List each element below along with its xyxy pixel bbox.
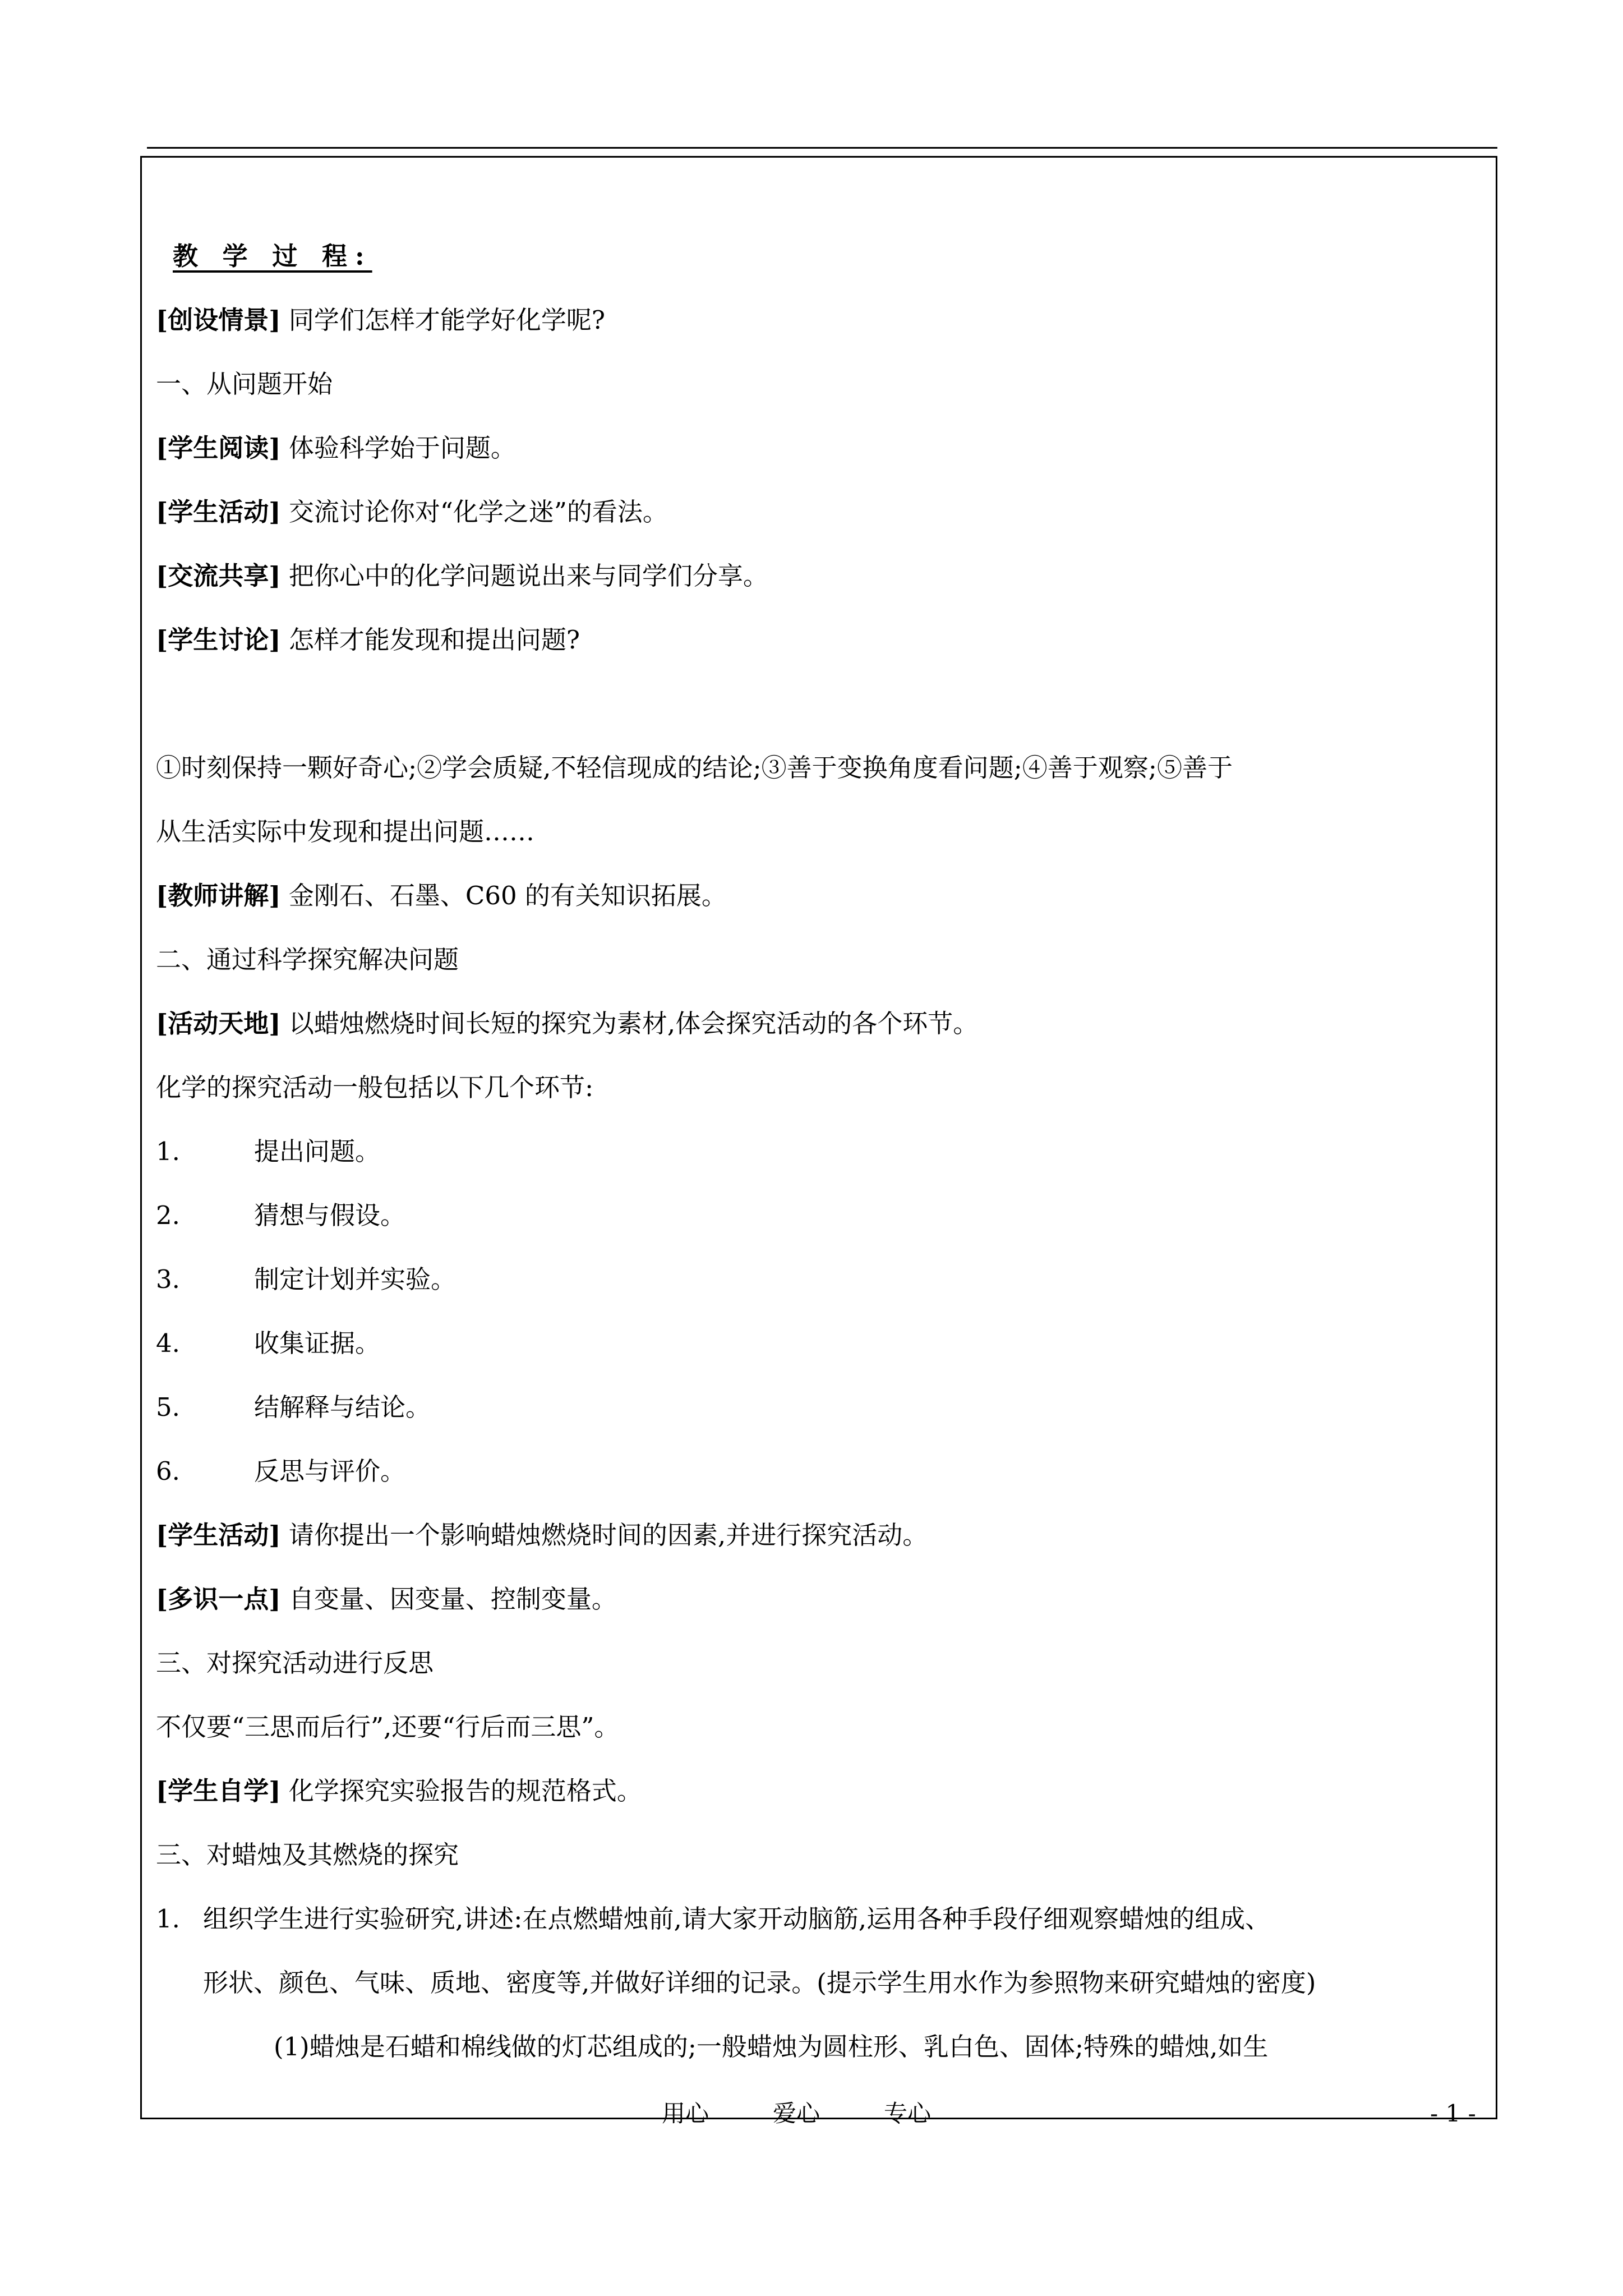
paragraph-reading bbox=[156, 416, 1491, 480]
paragraph-text: 把你心中的化学问题说出来与同学们分享。 bbox=[288, 561, 768, 591]
step-item bbox=[156, 1248, 1491, 1312]
item-text: 组织学生进行实验研究,讲述:在点燃蜡烛前,请大家开动脑筋,运用各种手段仔细观察蜡烛的组成、 bbox=[203, 1904, 1271, 1934]
paragraph-activity-world bbox=[156, 992, 1491, 1056]
paragraph-steps-intro: 化学的探究活动一般包括以下几个环节: bbox=[156, 1073, 594, 1102]
lesson-content bbox=[156, 224, 1491, 2079]
answer-line-2: 从生活实际中发现和提出问题…… bbox=[156, 817, 535, 846]
answer-line-1: ①时刻保持一颗好奇心;②学会质疑,不轻信现成的结论;③善于变换角度看问题;④善于观察;⑤善于 bbox=[156, 753, 1233, 783]
step-text: 结解释与结论。 bbox=[254, 1392, 431, 1422]
step-text: 制定计划并实验。 bbox=[254, 1264, 457, 1294]
page-number: - 1 - bbox=[1430, 2100, 1476, 2127]
paragraph-activity-candle bbox=[156, 1503, 1491, 1567]
heading-reflection: 三、对探究活动进行反思 bbox=[156, 1648, 434, 1678]
step-item bbox=[156, 1375, 1491, 1439]
heading-start-with-questions: 一、从问题开始 bbox=[156, 369, 333, 399]
step-text: 反思与评价。 bbox=[254, 1456, 406, 1486]
paragraph-text: 交流讨论你对“化学之迷”的看法。 bbox=[288, 497, 668, 527]
heading-scientific-inquiry: 二、通过科学探究解决问题 bbox=[156, 945, 459, 974]
step-number: 2. bbox=[156, 1200, 180, 1230]
step-item bbox=[156, 1312, 1491, 1375]
paragraph-teacher bbox=[156, 864, 1491, 928]
step-number: 1. bbox=[156, 1137, 180, 1166]
step-number: 4. bbox=[156, 1328, 180, 1358]
heading-candle-inquiry: 三、对蜡烛及其燃烧的探究 bbox=[156, 1840, 459, 1870]
paragraph-text: 请你提出一个影响蜡烛燃烧时间的因素,并进行探究活动。 bbox=[288, 1520, 928, 1550]
step-text: 提出问题。 bbox=[254, 1137, 381, 1166]
paragraph-think-twice: 不仅要“三思而后行”,还要“行后而三思”。 bbox=[156, 1712, 620, 1742]
step-number: 5. bbox=[156, 1392, 180, 1422]
step-number: 6. bbox=[156, 1456, 180, 1486]
paragraph-label: [创设情景] bbox=[156, 305, 281, 335]
item-1-line-2: 形状、颜色、气味、质地、密度等,并做好详细的记录。(提示学生用水作为参照物来研究蜡烛的密度) bbox=[203, 1968, 1316, 1998]
item-number: 1. bbox=[156, 1904, 180, 1934]
paragraph-text: 以蜡烛燃烧时间长短的探究为素材,体会探究活动的各个环节。 bbox=[288, 1009, 979, 1038]
footer-motto-1: 用心 bbox=[662, 2100, 709, 2127]
paragraph-label: [多识一点] bbox=[156, 1584, 281, 1614]
item-1-subitem: (1)蜡烛是石蜡和棉线做的灯芯组成的;一般蜡烛为圆柱形、乳白色、固体;特殊的蜡烛,如生 bbox=[274, 2032, 1269, 2062]
section-title: 教 学 过 程: bbox=[173, 241, 372, 271]
paragraph-text: 金刚石、石墨、C60 的有关知识拓展。 bbox=[288, 881, 727, 910]
paragraph-text: 化学探究实验报告的规范格式。 bbox=[288, 1776, 642, 1806]
spacer bbox=[156, 672, 1491, 736]
step-text: 收集证据。 bbox=[254, 1328, 381, 1358]
paragraph-discussion bbox=[156, 608, 1491, 672]
paragraph-label: [教师讲解] bbox=[156, 881, 281, 910]
paragraph-text: 怎样才能发现和提出问题? bbox=[288, 625, 580, 655]
paragraph-text: 自变量、因变量、控制变量。 bbox=[288, 1584, 617, 1614]
paragraph-self-study bbox=[156, 1759, 1491, 1823]
footer-motto-2: 爱心 bbox=[773, 2100, 820, 2127]
paragraph-text: 体验科学始于问题。 bbox=[288, 433, 516, 463]
item-1-line-1 bbox=[156, 1887, 1491, 1951]
paragraph-sharing bbox=[156, 544, 1491, 608]
paragraph-text: 同学们怎样才能学好化学呢? bbox=[288, 305, 606, 335]
step-item bbox=[156, 1120, 1491, 1184]
paragraph-know-more bbox=[156, 1567, 1491, 1631]
paragraph-label: [学生讨论] bbox=[156, 625, 281, 655]
paragraph-label: [活动天地] bbox=[156, 1009, 281, 1038]
paragraph-situation bbox=[156, 288, 1491, 352]
paragraph-label: [交流共享] bbox=[156, 561, 281, 591]
header-rule bbox=[147, 147, 1497, 149]
step-text: 猜想与假设。 bbox=[254, 1200, 406, 1230]
paragraph-activity bbox=[156, 480, 1491, 544]
paragraph-label: [学生活动] bbox=[156, 1520, 281, 1550]
paragraph-label: [学生活动] bbox=[156, 497, 281, 527]
step-item bbox=[156, 1184, 1491, 1248]
paragraph-label: [学生自学] bbox=[156, 1776, 281, 1806]
step-number: 3. bbox=[156, 1264, 180, 1294]
step-item bbox=[156, 1439, 1491, 1503]
paragraph-label: [学生阅读] bbox=[156, 433, 281, 463]
footer-motto-3: 专心 bbox=[884, 2100, 932, 2127]
